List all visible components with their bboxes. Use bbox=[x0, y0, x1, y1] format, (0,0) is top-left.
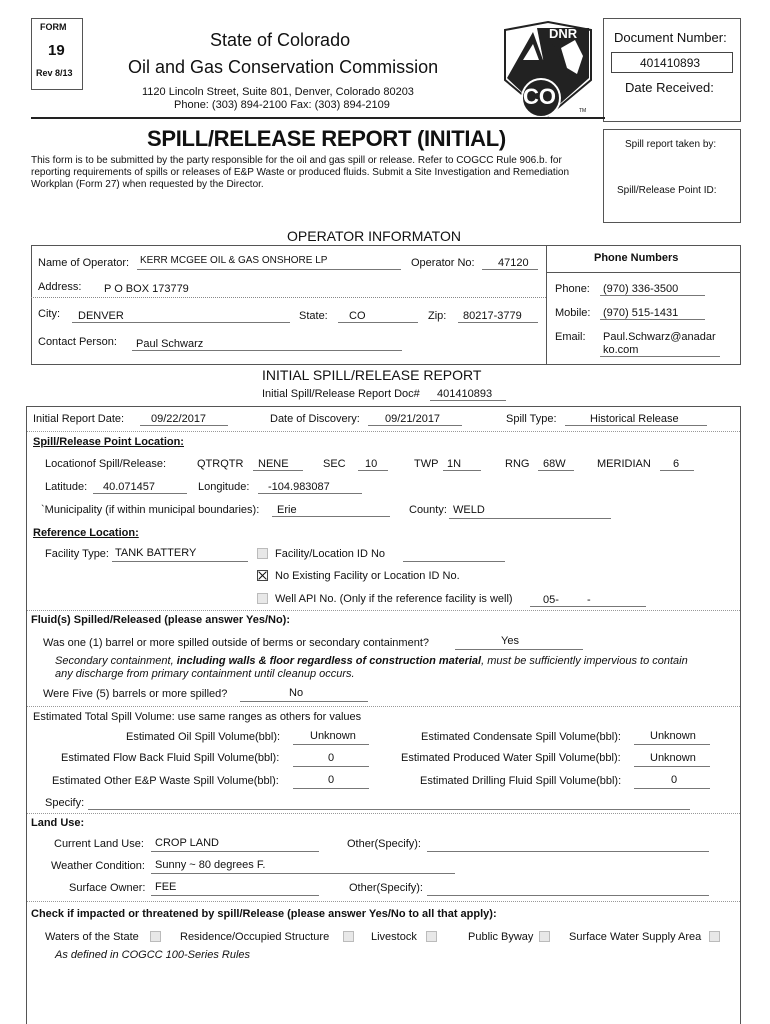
qtrqtr-label: QTRQTR bbox=[197, 458, 244, 470]
meridian-value[interactable]: 6 bbox=[673, 458, 680, 470]
operator-no-value[interactable]: 47120 bbox=[498, 257, 529, 269]
barrel-answer-line bbox=[455, 649, 583, 650]
document-number-value: 401410893 bbox=[640, 56, 701, 70]
surface-water-label: Surface Water Supply Area bbox=[569, 931, 702, 943]
form-label: FORM bbox=[40, 22, 67, 32]
residence-checkbox[interactable] bbox=[343, 931, 354, 942]
email-value-line2[interactable]: ko.com bbox=[603, 344, 639, 356]
contact-label: Contact Person: bbox=[38, 336, 117, 348]
operator-name-line bbox=[137, 269, 401, 270]
dnr-logo bbox=[503, 20, 593, 118]
surface-owner-line bbox=[151, 895, 319, 896]
zip-value[interactable]: 80217-3779 bbox=[463, 310, 522, 322]
spill-point-id-label: Spill/Release Point ID: bbox=[617, 185, 717, 196]
agency-line1: State of Colorado bbox=[210, 30, 351, 50]
other-ep-value[interactable]: 0 bbox=[328, 774, 335, 786]
county-value[interactable]: WELD bbox=[453, 504, 485, 516]
initial-doc-label: Initial Spill/Release Report Doc# bbox=[262, 388, 420, 400]
surface-water-checkbox[interactable] bbox=[709, 931, 720, 942]
reference-heading: Reference Location: bbox=[33, 527, 139, 539]
weather-label: Weather Condition: bbox=[51, 860, 145, 872]
operator-no-line bbox=[482, 269, 538, 270]
land-use-line bbox=[151, 851, 319, 852]
address-value[interactable]: P O BOX 173779 bbox=[104, 283, 189, 295]
form-rev: Rev 8/13 bbox=[36, 68, 73, 78]
logo-dnr-text: DNR bbox=[549, 26, 578, 41]
row-divider-3 bbox=[27, 706, 740, 707]
row-divider-2 bbox=[27, 610, 740, 611]
agency-line2: Oil and Gas Conservation Commission bbox=[128, 57, 439, 77]
phone-value[interactable]: (970) 336-3500 bbox=[603, 283, 679, 295]
city-label: City: bbox=[38, 308, 60, 320]
lon-label: Longitude: bbox=[198, 481, 250, 493]
no-facility-label: No Existing Facility or Location ID No. bbox=[275, 570, 460, 582]
email-line bbox=[600, 356, 720, 357]
specify-line[interactable] bbox=[88, 809, 690, 810]
secondary-containment-line1 bbox=[55, 655, 688, 667]
row-divider-4 bbox=[27, 813, 740, 814]
header-divider bbox=[31, 117, 605, 119]
barrel-answer[interactable]: Yes bbox=[501, 635, 519, 647]
secondary-containment-b: including walls & floor regardless of construction material bbox=[176, 655, 482, 667]
lat-label: Latitude: bbox=[45, 481, 88, 493]
page-title: SPILL/RELEASE REPORT (INITIAL) bbox=[147, 126, 506, 151]
phone-line bbox=[600, 295, 705, 296]
condensate-label: Estimated Condensate Spill Volume(bbl): bbox=[421, 731, 621, 743]
drilling-value[interactable]: 0 bbox=[671, 774, 678, 786]
lat-line bbox=[93, 493, 187, 494]
muni-line bbox=[272, 516, 390, 517]
mobile-value[interactable]: (970) 515-1431 bbox=[603, 307, 679, 319]
lat-value[interactable]: 40.071457 bbox=[103, 481, 155, 493]
well-api-line bbox=[530, 606, 646, 607]
row-divider-5 bbox=[27, 901, 740, 902]
document-number-label: Document Number: bbox=[614, 30, 727, 45]
land-use-label: Current Land Use: bbox=[54, 838, 144, 850]
weather-value[interactable]: Sunny ~ 80 degrees F. bbox=[155, 859, 266, 871]
form-number: 19 bbox=[48, 42, 65, 59]
secondary-containment-line2: any discharge from primary containment until cleanup occurs. bbox=[55, 668, 355, 680]
fluids-heading: Fluid(s) Spilled/Released (please answer Yes/No): bbox=[31, 614, 290, 626]
city-line bbox=[72, 322, 290, 323]
waters-checkbox[interactable] bbox=[150, 931, 161, 942]
other-specify2-label: Other(Specify): bbox=[349, 882, 423, 894]
muni-label: `Municipality (if within municipal boundaries): bbox=[41, 504, 260, 516]
other-specify2-line[interactable] bbox=[427, 895, 709, 896]
condensate-line bbox=[634, 744, 710, 745]
sec-label: SEC bbox=[323, 458, 346, 470]
operator-name-label: Name of Operator: bbox=[38, 257, 130, 269]
twp-value[interactable]: 1N bbox=[447, 458, 462, 470]
lon-value[interactable]: -104.983087 bbox=[268, 481, 330, 493]
state-line bbox=[338, 322, 418, 323]
drilling-label: Estimated Drilling Fluid Spill Volume(bbl): bbox=[420, 775, 622, 787]
sec-line bbox=[358, 470, 388, 471]
state-label: State: bbox=[299, 310, 328, 322]
no-facility-checkbox[interactable] bbox=[257, 570, 268, 581]
operator-section-title: OPERATOR INFORMATON bbox=[287, 228, 461, 244]
produced-value[interactable]: Unknown bbox=[650, 752, 696, 764]
five-barrels-line bbox=[240, 701, 368, 702]
facility-id-line bbox=[403, 561, 505, 562]
five-barrels-answer[interactable]: No bbox=[289, 687, 304, 699]
meridian-line bbox=[660, 470, 694, 471]
facility-type-value[interactable]: TANK BATTERY bbox=[115, 547, 197, 559]
discovery-label: Date of Discovery: bbox=[270, 413, 360, 425]
flowback-label: Estimated Flow Back Fluid Spill Volume(bbl): bbox=[61, 752, 280, 764]
oil-line bbox=[293, 744, 369, 745]
flowback-value[interactable]: 0 bbox=[328, 752, 335, 764]
report-date-line bbox=[140, 425, 228, 426]
phone-label: Phone: bbox=[555, 283, 590, 295]
mobile-line bbox=[600, 319, 705, 320]
oil-value[interactable]: Unknown bbox=[310, 730, 356, 742]
phone-numbers-label: Phone Numbers bbox=[594, 252, 679, 264]
city-value[interactable]: DENVER bbox=[78, 310, 124, 322]
email-label: Email: bbox=[555, 331, 586, 343]
spill-taken-by-label: Spill report taken by: bbox=[625, 139, 717, 150]
other-specify-label: Other(Specify): bbox=[347, 838, 421, 850]
barrel-question: Was one (1) barrel or more spilled outside of berms or secondary containment? bbox=[43, 637, 429, 649]
qtrqtr-value[interactable]: NENE bbox=[258, 458, 289, 470]
facility-type-line bbox=[112, 561, 248, 562]
byway-checkbox[interactable] bbox=[539, 931, 550, 942]
agency-phone: Phone: (303) 894-2100 Fax: (303) 894-2109 bbox=[174, 99, 390, 111]
five-barrels-question: Were Five (5) barrels or more spilled? bbox=[43, 688, 228, 700]
other-specify-line[interactable] bbox=[427, 851, 709, 852]
oil-label: Estimated Oil Spill Volume(bbl): bbox=[126, 731, 281, 743]
intro-line2: reporting requirements of spills or releases of E&P Waste or produced fluids. Submit a Site Investigation and Remediation bbox=[31, 167, 570, 178]
logo-co-text: CO bbox=[523, 84, 556, 109]
twp-label: TWP bbox=[414, 458, 439, 470]
agency-address: 1120 Lincoln Street, Suite 801, Denver, Colorado 80203 bbox=[142, 86, 414, 98]
initial-section-title: INITIAL SPILL/RELEASE REPORT bbox=[262, 367, 482, 383]
contact-value[interactable]: Paul Schwarz bbox=[136, 338, 204, 350]
location-label: Locationof Spill/Release: bbox=[45, 458, 167, 470]
intro-line3: Workplan (Form 27) when requested by the Director. bbox=[31, 179, 264, 190]
well-api-prefix: 05- bbox=[543, 594, 559, 606]
drilling-line bbox=[634, 788, 710, 789]
mobile-label: Mobile: bbox=[555, 307, 591, 319]
byway-label: Public Byway bbox=[468, 931, 534, 943]
contact-line bbox=[132, 350, 402, 351]
rng-label: RNG bbox=[505, 458, 530, 470]
logo-tm: TM bbox=[579, 108, 587, 114]
waters-label: Waters of the State bbox=[45, 931, 139, 943]
condensate-value[interactable]: Unknown bbox=[650, 730, 696, 742]
twp-line bbox=[443, 470, 481, 471]
discovery-value[interactable]: 09/21/2017 bbox=[385, 413, 441, 425]
location-heading: Spill/Release Point Location: bbox=[33, 436, 184, 448]
muni-value[interactable]: Erie bbox=[277, 504, 297, 516]
address-label: Address: bbox=[38, 281, 82, 293]
discovery-line bbox=[368, 425, 462, 426]
meridian-label: MERIDIAN bbox=[597, 458, 651, 470]
rng-line bbox=[538, 470, 574, 471]
operator-box-divider bbox=[546, 246, 547, 364]
initial-doc-line bbox=[430, 400, 506, 401]
address-line bbox=[31, 297, 546, 298]
secondary-containment-a: Secondary containment, bbox=[55, 655, 177, 667]
zip-label: Zip: bbox=[428, 310, 447, 322]
qtrqtr-line bbox=[253, 470, 303, 471]
operator-name-value[interactable]: KERR MCGEE OIL & GAS ONSHORE LP bbox=[140, 255, 328, 266]
lon-line bbox=[258, 493, 362, 494]
specify-label: Specify: bbox=[45, 797, 85, 809]
flowback-line bbox=[293, 766, 369, 767]
zip-line bbox=[458, 322, 538, 323]
rng-value[interactable]: 68W bbox=[543, 458, 566, 470]
report-date-label: Initial Report Date: bbox=[33, 413, 125, 425]
sec-value[interactable]: 10 bbox=[365, 458, 378, 470]
est-total-label: Estimated Total Spill Volume: use same ranges as others for values bbox=[33, 711, 362, 723]
facility-id-label: Facility/Location ID No bbox=[275, 548, 386, 560]
row-divider-1 bbox=[27, 431, 740, 432]
well-api-dash: - bbox=[587, 594, 591, 606]
land-use-heading: Land Use: bbox=[31, 817, 85, 829]
initial-doc-value[interactable]: 401410893 bbox=[437, 388, 493, 400]
impact-heading: Check if impacted or threatened by spill/Release (please answer Yes/No to all that apply): bbox=[31, 908, 497, 920]
surface-owner-label: Surface Owner: bbox=[69, 882, 146, 894]
spill-type-label: Spill Type: bbox=[506, 413, 557, 425]
weather-line bbox=[151, 873, 455, 874]
produced-line bbox=[634, 766, 710, 767]
produced-label: Estimated Produced Water Spill Volume(bbl): bbox=[401, 752, 621, 764]
spill-type-value[interactable]: Historical Release bbox=[590, 413, 679, 425]
livestock-label: Livestock bbox=[371, 931, 417, 943]
secondary-containment-c: , must be sufficiently impervious to contain bbox=[481, 655, 688, 667]
email-value-line1[interactable]: Paul.Schwarz@anadar bbox=[603, 331, 716, 343]
intro-line1: This form is to be submitted by the party responsible for the oil and gas spill or release. Refer to COGCC Rule 906.b. for bbox=[31, 155, 562, 166]
date-received-label: Date Received: bbox=[625, 80, 714, 95]
well-api-label: Well API No. (Only if the reference facility is well) bbox=[275, 593, 513, 605]
other-ep-label: Estimated Other E&P Waste Spill Volume(bbl): bbox=[52, 775, 279, 787]
report-date-value[interactable]: 09/22/2017 bbox=[151, 413, 207, 425]
livestock-checkbox[interactable] bbox=[426, 931, 437, 942]
county-line bbox=[449, 518, 611, 519]
state-value[interactable]: CO bbox=[349, 310, 366, 322]
facility-id-checkbox[interactable] bbox=[257, 548, 268, 559]
operator-no-label: Operator No: bbox=[411, 257, 475, 269]
land-use-value[interactable]: CROP LAND bbox=[155, 837, 219, 849]
other-ep-line bbox=[293, 788, 369, 789]
well-api-checkbox[interactable] bbox=[257, 593, 268, 604]
as-defined-note: As defined in COGCC 100-Series Rules bbox=[55, 949, 251, 961]
phone-header-line bbox=[547, 272, 740, 273]
surface-owner-value[interactable]: FEE bbox=[155, 881, 177, 893]
county-label: County: bbox=[409, 504, 447, 516]
residence-label: Residence/Occupied Structure bbox=[180, 931, 330, 943]
spill-type-line bbox=[565, 425, 707, 426]
facility-type-label: Facility Type: bbox=[45, 548, 109, 560]
